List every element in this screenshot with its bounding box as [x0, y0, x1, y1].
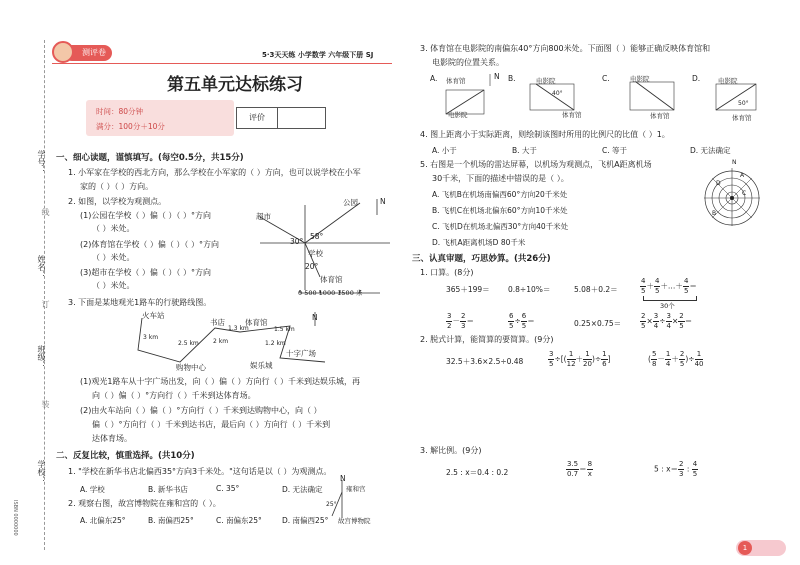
expr-2: $\frac{3}{5}$ ÷[( $\frac{1}{12}$ ＋ $\frac{1}{20}$ )÷ $\frac{1}{6}$ ] [549, 350, 611, 368]
score-label: 评价 [237, 108, 278, 128]
q6b-gym: 体育馆 [562, 111, 582, 119]
map2-gym: 体育馆 [245, 318, 268, 327]
q5-opt-a[interactable]: A. 北偏东25° [80, 516, 126, 525]
map2-d2: 2.5 km [178, 340, 199, 347]
q8-line-b: 30千米，下面的描述中错误的是（ ）。 [432, 174, 569, 183]
q6b-angle: 40° [552, 90, 563, 97]
margin-name-label: 姓名： [37, 255, 46, 279]
q6d-gym: 体育馆 [732, 114, 752, 122]
q1-line-b: 家的（ ）（ ）方向。 [80, 182, 154, 191]
q5-stem: 2. 观察右图，故宫博物院在雍和宫的（ ）。 [68, 499, 221, 508]
map2-d6: 1.5 km [274, 326, 295, 333]
map2-d5: 1.2 km [265, 340, 286, 347]
calc-1: 365＋199＝ [446, 285, 490, 294]
q7-opt-d[interactable]: D. 无法确定 [690, 146, 731, 155]
map3-palace: 故宫博物院 [338, 517, 371, 525]
q2-3-a: (3)超市在学校（ ）偏（ ）（ ）°方向 [80, 268, 211, 277]
q6-opt-d[interactable]: D. [692, 74, 701, 83]
section-3-heading: 三、认真审题，巧思妙算。(共26分) [412, 254, 551, 264]
section-2-heading: 二、反复比较，慎重选择。(共10分) [56, 451, 195, 461]
q4-opt-b[interactable]: B. 新华书店 [148, 485, 188, 494]
score-box [236, 107, 326, 129]
q11-stem: 3. 解比例。(9分) [420, 446, 482, 455]
test-tag: 测评卷 [64, 45, 112, 61]
q1-line-a: 1. 小军家在学校的西北方向，那么学校在小军家的（ ）方向，也可以说学校在小军 [68, 168, 361, 177]
q6c-gym: 体育馆 [650, 112, 670, 120]
q4-opt-d[interactable]: D. 无法确定 [282, 485, 323, 494]
barcode-text: ISBN 0000000 [12, 500, 18, 536]
map1-angle-58: 58° [310, 232, 324, 241]
full-score-info: 满分：100分＋10分 [96, 122, 165, 131]
q3-2-a: (2)由火车站向（ ）偏（ ）°方向行（ ）千米到达购物中心，向（ ） [80, 406, 322, 415]
prop-2: $\frac{3.5}{0.7}$ ＝ $\frac{8}{x}$ [567, 460, 593, 478]
margin-school-label: 学校： [37, 460, 46, 484]
map1-angle-20: 20° [305, 262, 319, 271]
map2-d4: 1.3 km [228, 325, 249, 332]
q7-stem: 4. 图上距离小于实际距离，则绘制该图时所用的比例尺的比值（ ）1。 [420, 130, 670, 139]
map3-north: N [340, 474, 346, 483]
q2-1-a: (1)公园在学校（ ）偏（ ）（ ）°方向 [80, 211, 211, 220]
margin-zhuang-mark: 装 [41, 400, 50, 408]
map1-north: N [380, 197, 386, 206]
map2-club: 娱乐城 [250, 361, 273, 370]
q6-north: N [494, 72, 500, 81]
q3-stem: 3. 下面是某地观光1路车的行驶路线图。 [68, 298, 212, 307]
radar-a: A [740, 172, 745, 179]
calc-5: $\frac{3}{2}$ － $\frac{2}{3}$ ＝ [447, 312, 474, 330]
brace-label: 30个 [660, 302, 675, 310]
time-info: 时间：80分钟 [96, 107, 144, 116]
map1-school: 学校 [308, 249, 323, 258]
q8-opt-d[interactable]: D. 飞机A距离机场D 80千米 [432, 238, 526, 247]
map2-d1: 3 km [143, 334, 159, 341]
q7-opt-c[interactable]: C. 等于 [602, 146, 628, 155]
q6d-cinema: 电影院 [718, 77, 738, 85]
q6-opt-a[interactable]: A. [430, 74, 438, 83]
page-title: 第五单元达标练习 [167, 75, 303, 95]
section-1-heading: 一、细心读题，谨慎填写。(每空0.5分，共15分) [56, 153, 244, 163]
calc-3: 5.08＋0.2＝ [574, 285, 618, 294]
q5-opt-c[interactable]: C. 南偏东25° [216, 516, 262, 525]
map2-north: N [312, 313, 318, 322]
score-field[interactable] [278, 108, 324, 128]
q8-line-a: 5. 右图是一个机场的雷达屏幕，以机场为观测点，飞机A距离机场 [420, 160, 652, 169]
q9-stem: 1. 口算。(8分) [420, 268, 474, 277]
map2-bookstore: 书店 [210, 318, 225, 327]
map1-park: 公园 [343, 198, 358, 207]
q6b-cinema: 电影院 [536, 77, 556, 85]
mascot-icon [52, 41, 74, 63]
q2-3-b: （ ）米处。 [92, 281, 135, 290]
q6a-gym: 体育馆 [446, 77, 466, 85]
series-header: 5·3天天练 小学数学 六年级下册 SJ [262, 51, 374, 59]
margin-id-label: 学号： [37, 150, 46, 174]
map1-market: 超市 [256, 212, 271, 221]
map3-yonghe: 雍和宫 [346, 485, 366, 493]
q3-1-b: 向（ ）偏（ ）°方向行（ ）千米到达体育场。 [92, 391, 256, 400]
map2-d3: 2 km [213, 338, 229, 345]
calc-8: $\frac{2}{5}$ × $\frac{3}{4}$ ÷ $\frac{3}{4}$ × $\frac{2}{5}$ ＝ [641, 312, 693, 330]
map2-mall: 购物中心 [176, 363, 206, 372]
map1-scale: 0 500 1000 1500 米 [298, 289, 363, 297]
q2-2-a: (2)体育馆在学校（ ）偏（ ）（ ）°方向 [80, 240, 219, 249]
margin-class-label: 班级： [37, 345, 46, 369]
q5-opt-b[interactable]: B. 南偏西25° [148, 516, 194, 525]
margin-line-mark: 线 [41, 208, 50, 216]
q6-line-a: 3. 体育馆在电影院的南偏东40°方向800米处。下面图（ ）能够正确反映体育馆和 [420, 44, 711, 53]
radar-north: N [732, 159, 737, 166]
q7-opt-a[interactable]: A. 小于 [432, 146, 457, 155]
q6-opt-c[interactable]: C. [602, 74, 610, 83]
map1-angle-30: 30° [290, 237, 304, 246]
expr-1: 32.5＋3.6×2.5÷0.48 [446, 357, 524, 366]
q6c-cinema: 电影院 [630, 75, 650, 83]
map2-station: 火车站 [142, 311, 165, 320]
prop-1: 2.5 : x＝0.4 : 0.2 [446, 468, 509, 477]
q8-opt-c[interactable]: C. 飞机D在机场北偏西30°方向40千米处 [432, 222, 569, 231]
calc-2: 0.8÷10%＝ [508, 285, 551, 294]
q3-1-a: (1)观光1路车从十字广场出发，向（ ）偏（ ）方向行（ ）千米到达娱乐城，再 [80, 377, 361, 386]
q8-opt-b[interactable]: B. 飞机C在机场北偏东60°方向10千米处 [432, 206, 568, 215]
q4-stem: 1. "学校在新华书店北偏西35°方向3千米处。"这句话是以（ ）为观测点。 [68, 467, 332, 476]
calc-6: $\frac{6}{5}$ ÷ $\frac{6}{5}$ ＝ [509, 312, 535, 330]
q3-2-b: 偏（ ）°方向行（ ）千米到达书店，最后向（ ）方向行（ ）千米到 [92, 420, 331, 429]
calc-7: 0.25×0.75＝ [574, 319, 622, 328]
q4-opt-a[interactable]: A. 学校 [80, 485, 105, 494]
header-rule [52, 63, 392, 64]
map3-angle: 25° [326, 501, 337, 508]
map1-gym: 体育馆 [320, 275, 343, 284]
q6d-angle: 50° [738, 100, 749, 107]
page-number: 1 [738, 541, 752, 555]
q7-opt-b[interactable]: B. 大于 [512, 146, 537, 155]
q4-opt-c[interactable]: C. 35° [216, 484, 240, 493]
q6a-cinema: 电影院 [448, 111, 468, 119]
radar-d: D [716, 180, 721, 187]
q2-stem: 2. 如图，以学校为观测点。 [68, 197, 167, 206]
margin-ding-mark: 订 [41, 300, 50, 308]
q2-1-b: （ ）米处。 [92, 224, 135, 233]
q2-2-b: （ ）米处。 [92, 253, 135, 262]
expr-3: ( $\frac{5}{8}$ － $\frac{1}{4}$ ＋ $\frac{2}{5}$ )÷ $\frac{1}{40}$ [648, 350, 704, 368]
radar-c: C [742, 190, 747, 197]
radar-screen [702, 164, 764, 228]
q8-opt-a[interactable]: A. 飞机B在机场南偏西60°方向20千米处 [432, 190, 568, 199]
q3-2-c: 达体育场。 [92, 434, 132, 443]
map2-square: 十字广场 [286, 349, 316, 358]
q5-opt-d[interactable]: D. 南偏西25° [282, 516, 329, 525]
prop-3: 5 : x＝ $\frac{2}{3}$ : $\frac{4}{5}$ [654, 460, 698, 478]
radar-b: B [712, 210, 717, 217]
calc-4: $\frac{4}{5}$ ＋ $\frac{4}{5}$ ＋…＋ $\frac{4}{5}$ ＝ [641, 277, 697, 295]
q6-opt-b[interactable]: B. [508, 74, 516, 83]
q10-stem: 2. 脱式计算，能简算的要简算。(9分) [420, 335, 554, 344]
q6-line-b: 电影院的位置关系。 [432, 58, 504, 67]
